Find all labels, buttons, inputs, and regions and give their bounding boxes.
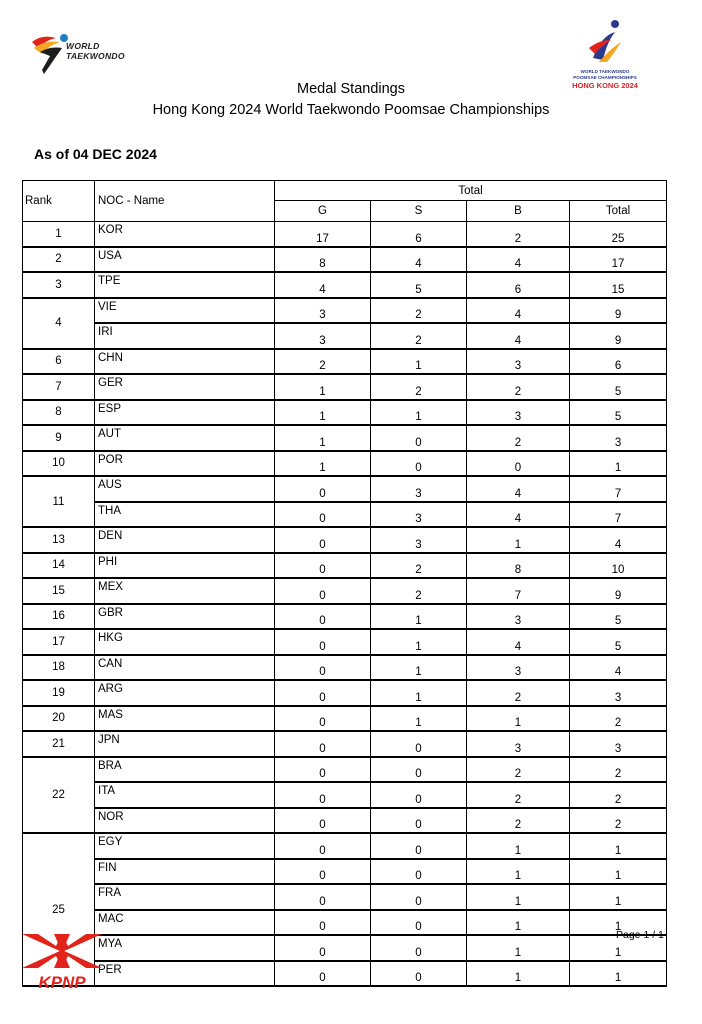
table-row [23,859,667,885]
rank-cell: 17 [23,629,95,655]
silver-cell: 2 [371,298,467,324]
noc-cell: THA [95,502,275,528]
silver-cell: 0 [371,782,467,808]
silver-cell: 2 [371,553,467,579]
header-bronze: B [467,201,570,222]
silver-cell: 6 [371,222,467,247]
silver-cell: 5 [371,272,467,298]
rank-cell: 11 [23,476,95,527]
table-row [23,247,667,273]
table-row [23,808,667,834]
silver-cell: 0 [371,808,467,834]
noc-cell: ARG [95,680,275,706]
page-title: Medal Standings [296,81,405,97]
silver-cell: 0 [371,731,467,757]
total-cell: 2 [570,808,667,834]
total-cell: 10 [570,553,667,579]
header-silver: S [371,201,467,222]
gold-cell: 1 [275,374,371,400]
gold-cell: 3 [275,323,371,349]
medal-table-body [23,222,667,987]
table-row [23,425,667,451]
silver-cell: 3 [371,502,467,528]
bronze-cell: 4 [467,476,570,502]
table-row [23,706,667,732]
world-taekwondo-logo [30,30,150,76]
bronze-cell: 1 [467,527,570,553]
table-row [23,553,667,579]
noc-cell: POR [95,451,275,477]
bronze-cell: 7 [467,578,570,604]
gold-cell: 0 [275,527,371,553]
table-row [23,884,667,910]
silver-cell: 1 [371,629,467,655]
gold-cell: 0 [275,680,371,706]
gold-cell: 0 [275,884,371,910]
kpnp-logo [20,930,104,990]
table-row [23,910,667,936]
kpnp-emblem-icon [22,934,102,968]
silver-cell: 1 [371,349,467,375]
page-subtitle: Hong Kong 2024 World Taekwondo Poomsae Championships [152,102,550,118]
total-cell: 25 [570,222,667,247]
noc-cell: FRA [95,884,275,910]
noc-cell: NOR [95,808,275,834]
gold-cell: 1 [275,425,371,451]
silver-cell: 3 [371,527,467,553]
bronze-cell: 2 [467,757,570,783]
noc-cell: CHN [95,349,275,375]
rank-cell: 20 [23,706,95,732]
bronze-cell: 1 [467,910,570,936]
total-cell: 5 [570,400,667,426]
rank-cell: 15 [23,578,95,604]
table-row [23,374,667,400]
rank-cell: 22 [23,757,95,834]
noc-cell: MEX [95,578,275,604]
total-cell: 9 [570,323,667,349]
bronze-cell: 3 [467,349,570,375]
medal-standings-table [22,180,667,987]
table-row [23,222,667,247]
gold-cell: 0 [275,859,371,885]
rank-cell: 3 [23,272,95,298]
bronze-cell: 0 [467,451,570,477]
gold-cell: 8 [275,247,371,273]
gold-cell: 0 [275,782,371,808]
total-cell: 4 [570,527,667,553]
gold-cell: 4 [275,272,371,298]
rank-cell: 8 [23,400,95,426]
silver-cell: 1 [371,604,467,630]
silver-cell: 0 [371,757,467,783]
noc-cell: GBR [95,604,275,630]
total-cell: 15 [570,272,667,298]
bronze-cell: 1 [467,859,570,885]
total-cell: 1 [570,833,667,859]
header-total: Total [570,201,667,222]
noc-cell: JPN [95,731,275,757]
table-row [23,527,667,553]
rank-cell: 19 [23,680,95,706]
noc-cell: KOR [95,222,275,247]
gold-cell: 0 [275,604,371,630]
hk-logo-line1: WORLD TAEKWONDO [580,69,630,74]
gold-cell: 0 [275,706,371,732]
gold-cell: 0 [275,757,371,783]
bronze-cell: 4 [467,629,570,655]
noc-cell: MAC [95,910,275,936]
total-cell: 1 [570,859,667,885]
table-row [23,731,667,757]
silver-cell: 4 [371,247,467,273]
table-row [23,349,667,375]
total-cell: 5 [570,629,667,655]
bronze-cell: 3 [467,400,570,426]
gold-cell: 0 [275,476,371,502]
header-noc-name: NOC - Name [95,181,275,222]
hk-logo-line3: HONG KONG 2024 [572,81,638,90]
table-row [23,604,667,630]
bronze-cell: 2 [467,808,570,834]
gold-cell: 0 [275,833,371,859]
gold-cell: 0 [275,910,371,936]
total-cell: 3 [570,680,667,706]
silver-cell: 2 [371,578,467,604]
silver-cell: 0 [371,910,467,936]
table-row [23,323,667,349]
gold-cell: 0 [275,655,371,681]
gold-cell: 0 [275,629,371,655]
silver-cell: 3 [371,476,467,502]
rank-cell: 6 [23,349,95,375]
silver-cell: 0 [371,961,467,987]
rank-cell: 2 [23,247,95,273]
noc-cell: EGY [95,833,275,859]
rank-cell: 14 [23,553,95,579]
noc-cell: ESP [95,400,275,426]
table-row [23,961,667,987]
total-cell: 1 [570,884,667,910]
noc-cell: MAS [95,706,275,732]
total-cell: 1 [570,961,667,987]
bronze-cell: 2 [467,425,570,451]
gold-cell: 0 [275,961,371,987]
bronze-cell: 8 [467,553,570,579]
bronze-cell: 2 [467,782,570,808]
header-gold: G [275,201,371,222]
gold-cell: 1 [275,400,371,426]
table-row [23,400,667,426]
table-row [23,680,667,706]
rank-cell: 4 [23,298,95,349]
total-cell: 2 [570,782,667,808]
table-row [23,757,667,783]
total-cell: 4 [570,655,667,681]
table-row [23,451,667,477]
total-cell: 1 [570,910,667,936]
wt-logo-line2: TAEKWONDO [66,51,125,61]
page-number: Page 1 / 1 [616,929,664,941]
rank-cell: 13 [23,527,95,553]
as-of-date: As of 04 DEC 2024 [34,146,157,162]
bronze-cell: 4 [467,247,570,273]
rank-cell: 7 [23,374,95,400]
silver-cell: 1 [371,655,467,681]
gold-cell: 3 [275,298,371,324]
world-taekwondo-emblem-icon [30,30,70,76]
rank-cell: 21 [23,731,95,757]
silver-cell: 2 [371,323,467,349]
gold-cell: 1 [275,451,371,477]
bronze-cell: 3 [467,604,570,630]
rank-cell: 25 [23,833,95,986]
rank-cell: 9 [23,425,95,451]
total-cell: 9 [570,298,667,324]
total-cell: 5 [570,374,667,400]
bronze-cell: 2 [467,222,570,247]
gold-cell: 0 [275,731,371,757]
bronze-cell: 1 [467,706,570,732]
total-cell: 7 [570,476,667,502]
bronze-cell: 1 [467,961,570,987]
noc-cell: CAN [95,655,275,681]
silver-cell: 0 [371,425,467,451]
gold-cell: 17 [275,222,371,247]
header-total-group: Total [275,181,667,201]
silver-cell: 1 [371,400,467,426]
silver-cell: 1 [371,706,467,732]
noc-cell: ITA [95,782,275,808]
total-cell: 3 [570,731,667,757]
table-row [23,272,667,298]
gold-cell: 0 [275,578,371,604]
table-row [23,476,667,502]
poomsae-figure-icon [585,18,625,64]
table-row [23,502,667,528]
noc-cell: FIN [95,859,275,885]
table-row [23,782,667,808]
noc-cell: GER [95,374,275,400]
silver-cell: 0 [371,833,467,859]
noc-cell: VIE [95,298,275,324]
silver-cell: 0 [371,884,467,910]
noc-cell: HKG [95,629,275,655]
wt-logo-line1: WORLD [66,41,100,51]
silver-cell: 0 [371,451,467,477]
gold-cell: 0 [275,553,371,579]
noc-cell: IRI [95,323,275,349]
bronze-cell: 4 [467,502,570,528]
bronze-cell: 6 [467,272,570,298]
hk-logo-line2: POOMSAE CHAMPIONSHIPS [573,75,637,80]
bronze-cell: 1 [467,884,570,910]
table-row [23,833,667,859]
table-row [23,629,667,655]
noc-cell: BRA [95,757,275,783]
gold-cell: 0 [275,935,371,961]
rank-cell: 18 [23,655,95,681]
noc-cell: AUT [95,425,275,451]
noc-cell: PER [95,961,275,987]
gold-cell: 0 [275,502,371,528]
silver-cell: 1 [371,680,467,706]
total-cell: 9 [570,578,667,604]
total-cell: 3 [570,425,667,451]
noc-cell: DEN [95,527,275,553]
bronze-cell: 1 [467,833,570,859]
table-row [23,935,667,961]
rank-cell: 10 [23,451,95,477]
silver-cell: 0 [371,859,467,885]
rank-cell: 1 [23,222,95,247]
bronze-cell: 3 [467,731,570,757]
total-cell: 17 [570,247,667,273]
gold-cell: 2 [275,349,371,375]
silver-cell: 2 [371,374,467,400]
total-cell: 6 [570,349,667,375]
gold-cell: 0 [275,808,371,834]
noc-cell: PHI [95,553,275,579]
total-cell: 7 [570,502,667,528]
bronze-cell: 2 [467,374,570,400]
total-cell: 1 [570,451,667,477]
header-rank: Rank [23,181,95,222]
noc-cell: USA [95,247,275,273]
kpnp-logo-text: KPNP [38,973,86,990]
bronze-cell: 2 [467,680,570,706]
noc-cell: TPE [95,272,275,298]
total-cell: 2 [570,757,667,783]
table-row [23,298,667,324]
total-cell: 1 [570,935,667,961]
total-cell: 2 [570,706,667,732]
bronze-cell: 4 [467,298,570,324]
table-row [23,578,667,604]
total-cell: 5 [570,604,667,630]
bronze-cell: 1 [467,935,570,961]
rank-cell: 16 [23,604,95,630]
noc-cell: AUS [95,476,275,502]
table-row [23,655,667,681]
noc-cell: MYA [95,935,275,961]
bronze-cell: 4 [467,323,570,349]
silver-cell: 0 [371,935,467,961]
bronze-cell: 3 [467,655,570,681]
